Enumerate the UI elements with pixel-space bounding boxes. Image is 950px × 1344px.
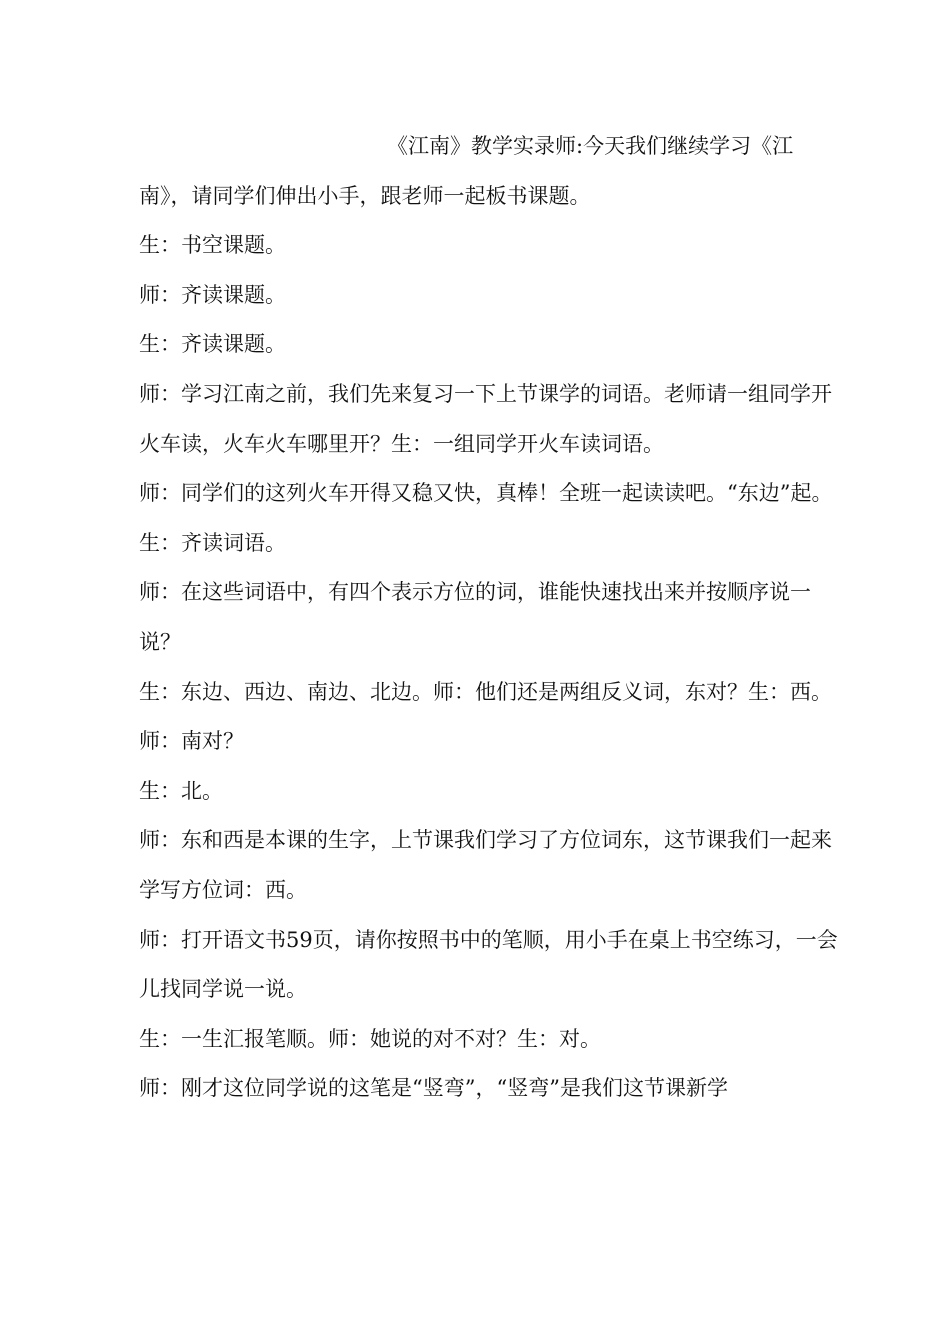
dialogue-paragraph: 师：同学们的这列火车开得又稳又快，真棒！全班一起读读吧。“东边”起。 bbox=[139, 481, 833, 506]
dialogue-paragraph: 生：齐读课题。 bbox=[139, 332, 286, 357]
dialogue-paragraph: 师：南对？ bbox=[139, 729, 244, 754]
dialogue-paragraph: 生：一生汇报笔顺。师：她说的对不对？生：对。 bbox=[139, 1026, 601, 1051]
dialogue-paragraph: 师：学习江南之前，我们先来复习一下上节课学的词语。老师请一组同学开火车读，火车火车哪里开？生：一组同学开火车读词语。 bbox=[139, 381, 832, 456]
dialogue-paragraph: 生：齐读词语。 bbox=[139, 530, 286, 555]
dialogue-paragraph: 师：刚才这位同学说的这笔是“竖弯”，“竖弯”是我们这节课新学 bbox=[139, 1076, 728, 1101]
title-paragraph: 《江南》教学实录师:今天我们继续学习《江南》，请同学们伸出小手，跟老师一起板书课题。 bbox=[139, 134, 794, 208]
dialogue-paragraph: 师：在这些词语中，有四个表示方位的词，谁能快速找出来并按顺序说一说？ bbox=[139, 580, 811, 654]
dialogue-paragraph: 生：书空课题。 bbox=[139, 233, 286, 258]
dialogue-paragraph: 师：打开语文书59页，请你按照书中的笔顺，用小手在桌上书空练习，一会儿找同学说一说。 bbox=[139, 927, 838, 1002]
dialogue-paragraph: 师：齐读课题。 bbox=[139, 282, 286, 307]
document-body bbox=[139, 122, 839, 1114]
dialogue-paragraph: 生：北。 bbox=[139, 778, 223, 803]
dialogue-paragraph: 生：东边、西边、南边、北边。师：他们还是两组反义词，东对？生：西。 bbox=[139, 679, 832, 704]
dialogue-paragraph: 师：东和西是本课的生字，上节课我们学习了方位词东，这节课我们一起来学写方位词：西。 bbox=[139, 828, 832, 902]
